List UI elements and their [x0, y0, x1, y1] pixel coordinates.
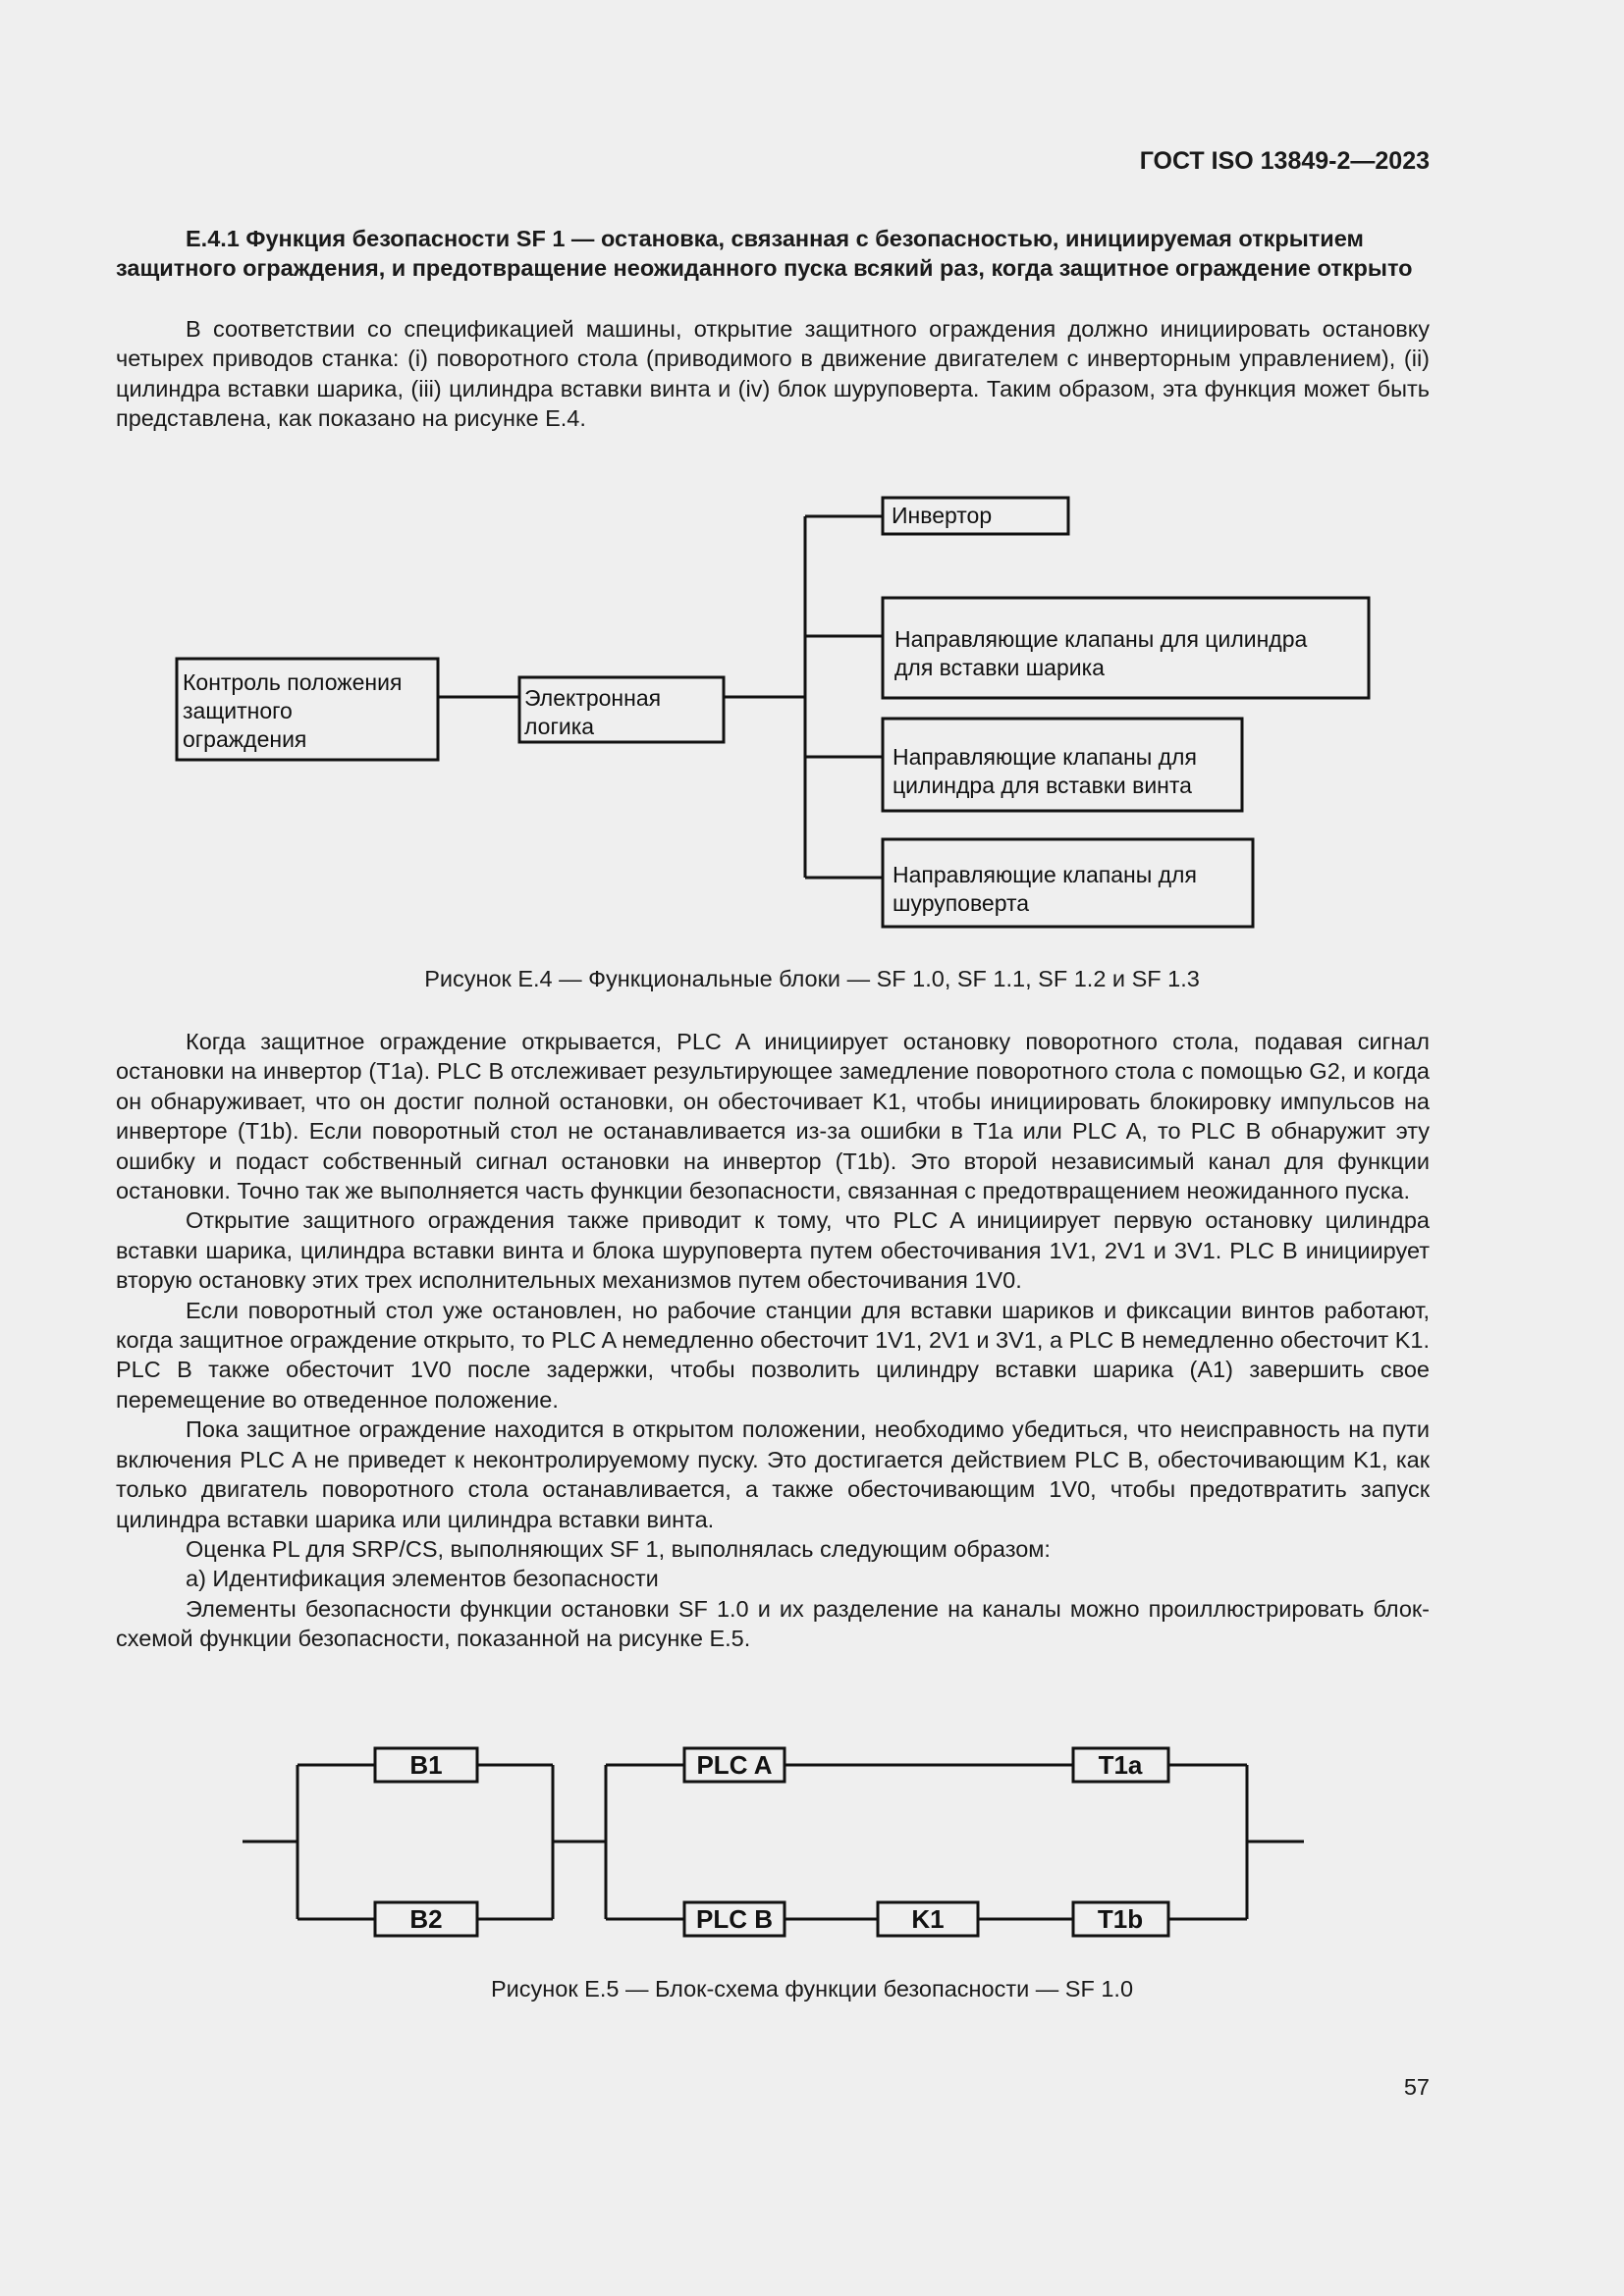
figure-e4-caption: Рисунок Е.4 — Функциональные блоки — SF 1.0, SF 1.1, SF 1.2 и SF 1.3	[424, 966, 1200, 991]
block-t1b-label: T1b	[1097, 1904, 1144, 1934]
block-plc-a	[684, 1748, 785, 1782]
output-inverter-label: Инвертор	[892, 503, 993, 528]
input-block	[177, 659, 438, 760]
block-b1	[375, 1748, 477, 1782]
output-block-ball	[883, 598, 1369, 698]
document-id: ГОСТ ISO 13849-2—2023	[1139, 147, 1430, 175]
body-paragraph: Пока защитное ограждение находится в открытом положении, необходимо убедиться, что неисправность на пути включения PLC A не приведет к неконтролируемому пуску. Это достигается действием PLC B, обесточивающим K1, как только двигатель поворотного стола останавливается, а также обесточивающим 1V0, чтобы предотвратить запуск цилиндра вставки шарика или цилиндра вставки винта.	[116, 1416, 1430, 1532]
output-screw-line-1: Направляющие клапаны для	[893, 744, 1197, 770]
block-t1b	[1073, 1902, 1168, 1936]
body-paragraph: Оценка PL для SRP/CS, выполняющих SF 1, выполнялась следующим образом:	[186, 1535, 1051, 1562]
body-paragraph: Если поворотный стол уже остановлен, но рабочие станции для вставки шариков и фиксации винтов работают, когда защитное ограждение открыто, то PLC A немедленно обесточит 1V1, 2V1 и 3V1, а PLC B немедленно обесточит K1. PLC B также обесточит 1V0 после задержки, чтобы позволить цилиндру вставки шарика (A1) завершить свое перемещение во отведенное положение.	[116, 1297, 1430, 1413]
output-ball-line-1: Направляющие клапаны для цилиндра	[894, 626, 1308, 652]
output-ball-line-2: для вставки шарика	[894, 655, 1105, 680]
body-text	[116, 1027, 1430, 1654]
output-screwdriver-line-2: шуруповерта	[893, 890, 1030, 916]
block-plc-b-label: PLC B	[696, 1904, 773, 1934]
intro-text: В соответствии со спецификацией машины, открытие защитного ограждения должно инициировать остановку четырех приводов станка: (i) поворотного стола (приводимого в движение двигателем с инверторным управлением), (ii) цилиндра вставки шарика, (iii) цилиндра вставки винта и (iv) блок шуруповерта. Таким образом, эта функция может быть представлена, как показано на рисунке Е.4.	[116, 316, 1430, 432]
intro-paragraph	[116, 314, 1430, 434]
block-k1	[878, 1902, 978, 1936]
output-block-inverter	[883, 498, 1068, 534]
block-b2-label: B2	[409, 1904, 443, 1934]
block-k1-label: K1	[911, 1904, 945, 1934]
input-line-2: защитного	[183, 698, 293, 723]
block-b2	[375, 1902, 477, 1936]
block-t1a	[1073, 1748, 1168, 1782]
figure-e5-caption: Рисунок Е.5 — Блок-схема функции безопасности — SF 1.0	[490, 1976, 1134, 2002]
output-screw-line-2: цилиндра для вставки винта	[893, 773, 1192, 798]
block-plc-b	[684, 1902, 785, 1936]
block-plc-a-label: PLC A	[696, 1750, 773, 1780]
output-block-screwdriver	[883, 839, 1253, 927]
block-b1-label: B1	[409, 1750, 443, 1780]
body-paragraph: Элементы безопасности функции остановки SF 1.0 и их разделение на каналы можно проиллюстрировать блок-схемой функции безопасности, показанной на рисунке Е.5.	[116, 1595, 1430, 1652]
logic-block	[519, 677, 724, 742]
block-t1a-label: T1a	[1098, 1750, 1143, 1780]
page-number: 57	[1403, 2074, 1430, 2100]
body-paragraph: Когда защитное ограждение открывается, PLC A инициирует остановку поворотного стола, подавая сигнал остановки на инвертор (T1a). PLC B отслеживает результирующее замедление поворотного стола с помощью G2, и когда он обнаруживает, что он достиг полной остановки, он обесточивает K1, чтобы инициировать блокировку импульсов на инверторе (T1b). Если поворотный стол не останавливается из-за ошибки в T1a или PLC A, то PLC B обнаружит эту ошибку и подаст собственный сигнал остановки на инвертор (T1b). Это второй независимый канал для функции остановки. Точно так же выполняется часть функции безопасности, связанная с предотвращением неожиданного пуска.	[116, 1029, 1430, 1204]
logic-line-2: логика	[524, 714, 595, 739]
input-line-1: Контроль положения	[183, 669, 403, 695]
body-paragraph: Открытие защитного ограждения также приводит к тому, что PLC A инициирует первую остановку цилиндра вставки шарика, цилиндра вставки винта и блока шуруповерта путем обесточивания 1V1, 2V1 и 3V1. PLC B инициирует вторую остановку этих трех исполнительных механизмов путем обесточивания 1V0.	[116, 1207, 1430, 1294]
input-line-3: ограждения	[183, 726, 307, 752]
logic-line-1: Электронная	[524, 685, 662, 711]
section-title	[116, 224, 1430, 284]
list-item: a) Идентификация элементов безопасности	[186, 1566, 659, 1592]
section-title-text: Е.4.1 Функция безопасности SF 1 — остановка, связанная с безопасностью, инициируемая открытием защитного ограждения, и предотвращение неожиданного пуска всякий раз, когда защитное ограждение открыто	[116, 226, 1413, 282]
output-block-screw	[883, 719, 1242, 811]
output-screwdriver-line-1: Направляющие клапаны для	[893, 862, 1197, 887]
